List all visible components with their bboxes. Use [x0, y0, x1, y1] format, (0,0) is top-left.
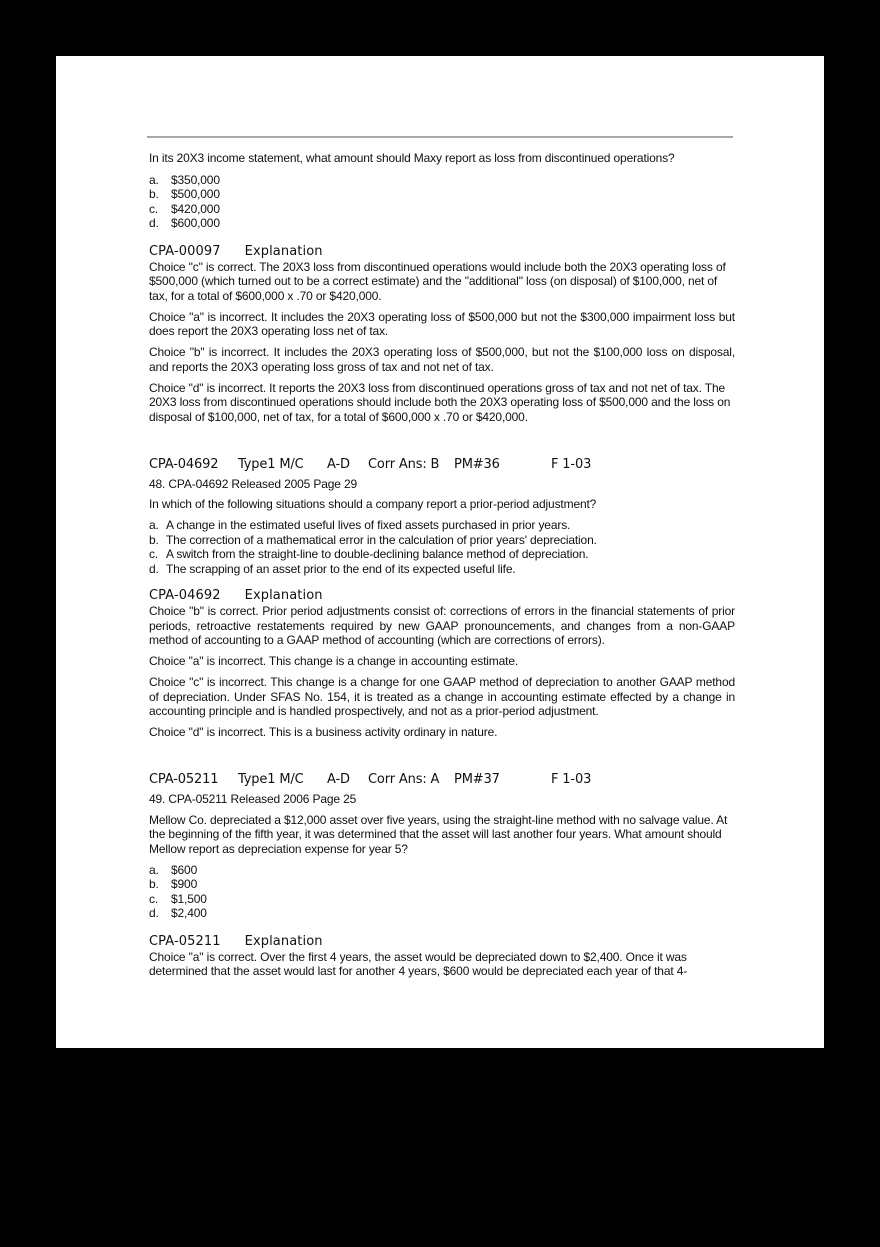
answer-options [149, 518, 735, 576]
explanation-paragraph: Choice "a" is correct. Over the first 4 years, the asset would be depreciated down to $2,400. Once it was determined that the asset would last for another 4 years, $600 would be depreciated each year of that 4- [149, 949, 688, 978]
document-page [56, 56, 824, 1048]
question-stem: Mellow Co. depreciated a $12,000 asset over five years, using the straight-line method with no salvage value. At the beginning of the fifth year, it was determined that the asset will last another four years. What amount should Mellow report as depreciation expense for year 5? [149, 812, 728, 856]
option-c: c. $1,500 [149, 891, 207, 906]
answer-options [149, 863, 735, 921]
question-stem: In which of the following situations should a company report a prior-period adjustment? [149, 497, 597, 511]
option-d: d. $2,400 [149, 906, 207, 920]
explanation-paragraph: Choice "a" is incorrect. It includes the 20X3 operating loss of $500,000 but not the $300,000 impairment loss but does report the 20X3 operating loss net of tax. [149, 309, 735, 338]
option-b: b. $900 [149, 877, 198, 891]
explanation-paragraph: Choice "b" is correct. Prior period adjustments consist of: corrections of errors in the financial statements of prior periods, retroactive restatements required by new GAAP pronouncements, and changes from a non-GAAP method of accounting to a GAAP method of accounting (which are corrections of errors). [149, 604, 735, 647]
correct-answer: Corr Ans: B [368, 456, 440, 472]
explanation-heading: CPA-05211 Explanation [149, 933, 323, 949]
explanation-paragraph: Choice "b" is incorrect. It includes the 20X3 operating loss of $500,000, but not the $100,000 loss on disposal, and reports the 20X3 operating loss gross of tax and not net of tax. [149, 345, 735, 374]
explanation-paragraph: Choice "c" is correct. The 20X3 loss from discontinued operations would include both the 20X3 operating loss of $500,000 (which turned out to be a correct estimate) and the "additional" loss (on disposal) of $100,000, net of tax, for a total of $600,000 x .70 or $420,000. [149, 259, 726, 303]
question-meta [149, 457, 735, 473]
option-a: a. $350,000 [149, 172, 220, 187]
pm-number: PM#37 [454, 772, 500, 787]
option-c: c. $420,000 [149, 201, 220, 216]
option-b: b. $500,000 [149, 187, 220, 201]
answer-range: A-D [327, 772, 350, 787]
question-type: Type1 M/C [238, 456, 304, 472]
option-d: d. The scrapping of an asset prior to the end of its expected useful life. [149, 561, 516, 576]
question-meta [149, 772, 735, 788]
explanation-paragraph: Choice "c" is incorrect. This change is a change for one GAAP method of depreciation to another GAAP method of depreciation. Under SFAS No. 154, it is treated as a change in accounting estimate effected by a change in accounting principle and is handled prospectively, and not as a prior-period adjustment. [149, 675, 735, 718]
pm-number: PM#36 [454, 456, 500, 472]
option-a: a. A change in the estimated useful lives of fixed assets purchased in prior years. [149, 518, 571, 532]
question-id: CPA-05211 [149, 772, 219, 787]
question-stem: In its 20X3 income statement, what amount should Maxy report as loss from discontinued operations? [149, 151, 675, 165]
answer-options [149, 173, 735, 231]
option-a: a. $600 [149, 862, 198, 877]
option-b: b. The correction of a mathematical error in the calculation of prior years' depreciation. [149, 532, 597, 547]
page-content [149, 151, 735, 985]
question-title: 48. CPA-04692 Released 2005 Page 29 [149, 476, 358, 491]
question-title: 49. CPA-05211 Released 2006 Page 25 [149, 792, 357, 806]
option-d: d. $600,000 [149, 216, 220, 230]
explanation-paragraph: Choice "a" is incorrect. This change is a change in accounting estimate. [149, 654, 519, 668]
question-type: Type1 M/C [238, 772, 304, 787]
explanation-paragraph: Choice "d" is incorrect. It reports the 20X3 loss from discontinued operations gross of tax and not net of tax. The 20X3 loss from discontinued operations should include both the 20X3 operating loss of $500,000 and the loss on disposal of $100,000, net of tax, for a total of $600,000 x .70 or $420,000. [149, 380, 731, 424]
question-id: CPA-04692 [149, 456, 219, 472]
explanation-paragraph: Choice "d" is incorrect. This is a business activity ordinary in nature. [149, 725, 498, 739]
header-rule [147, 136, 733, 138]
section-code: F 1-03 [551, 456, 592, 472]
section-code: F 1-03 [551, 772, 592, 787]
answer-range: A-D [327, 456, 350, 472]
explanation-heading: CPA-04692 Explanation [149, 588, 323, 603]
correct-answer: Corr Ans: A [368, 772, 440, 787]
option-c: c. A switch from the straight-line to double-declining balance method of depreciation. [149, 547, 589, 561]
explanation-heading: CPA-00097 Explanation [149, 243, 323, 259]
